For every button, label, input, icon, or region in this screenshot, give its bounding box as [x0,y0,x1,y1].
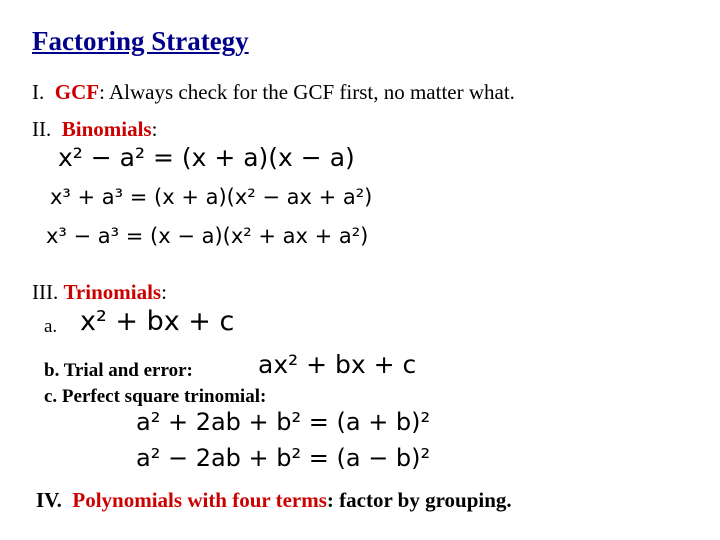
section-binomials [32,117,157,142]
formula-sum-of-cubes [50,185,372,209]
formula-text: ax² + bx + c [258,350,417,379]
formula-perfect-square-minus [136,444,430,472]
trinomial-b-label: b. Trial and error: [44,360,193,381]
formula-text: a² + 2ab + b² = (a + b)² [136,408,431,436]
formula-text: a² − 2ab + b² = (a − b)² [136,444,431,472]
section-binomials-term: Binomials [61,117,152,141]
formula-perfect-square-plus [136,408,430,436]
section-trinomials-numeral: III. [32,280,59,304]
section-gcf-text: Always check for the GCF first, no matter what. [104,80,515,104]
section-four-terms-sep: : [326,488,334,512]
trinomial-c-label: c. Perfect square trinomial: [44,386,267,407]
page-title: Factoring Strategy [32,26,249,56]
formula-text: x³ + a³ = (x + a)(x² − ax + a²) [50,185,373,209]
formula-difference-of-squares [58,143,355,172]
section-trinomials-term: Trinomials [63,280,162,304]
formula-text: x² + bx + c [80,306,235,337]
section-trinomials-sep: : [161,280,167,304]
trinomial-a-label: a. [44,316,58,337]
section-gcf [32,80,515,105]
formula-trinomial-b [258,350,416,379]
section-four-terms-term: Polynomials with four terms [72,488,327,512]
formula-text: x³ − a³ = (x − a)(x² + ax + a²) [46,224,369,248]
section-binomials-sep: : [151,117,158,141]
section-four-terms-text: factor by grouping. [333,488,512,512]
formula-difference-of-cubes [46,224,368,248]
section-four-terms-numeral: IV. [36,488,62,512]
formula-trinomial-a [80,306,234,337]
section-trinomials [32,280,167,305]
formula-text: x² − a² = (x + a)(x − a) [58,143,355,172]
section-binomials-numeral: II. [32,117,52,141]
section-four-terms [36,488,512,513]
section-gcf-sep: : [99,80,105,104]
section-gcf-term: GCF [54,80,100,104]
section-gcf-numeral: I. [32,80,45,104]
